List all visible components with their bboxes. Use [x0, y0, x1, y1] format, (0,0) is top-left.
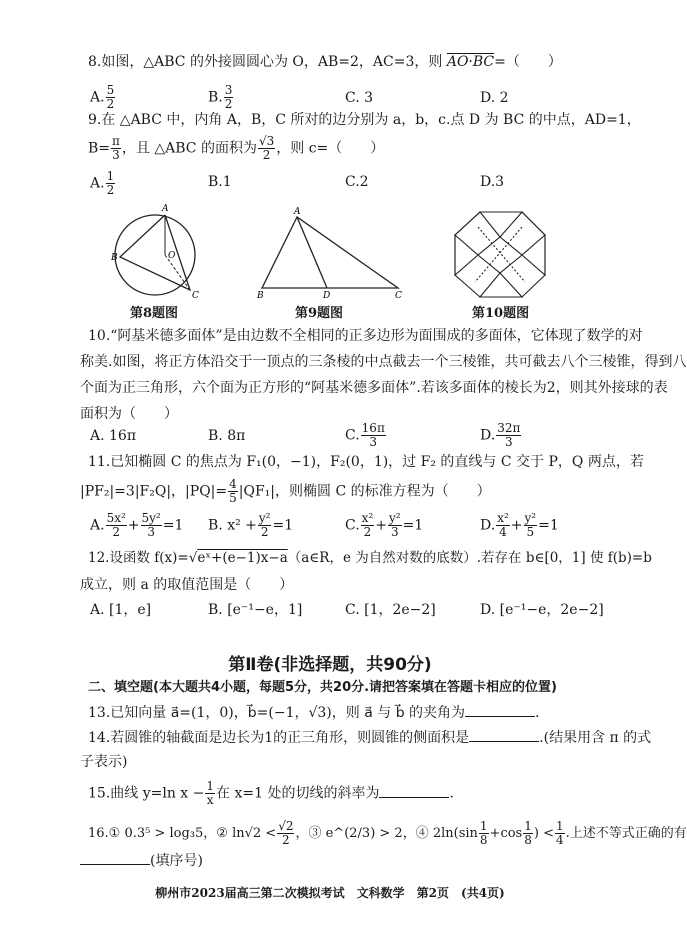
svg-text:O: O [168, 251, 176, 261]
svg-text:C: C [395, 291, 402, 301]
question-16: 16.① 0.3⁵ > log₃5，② ln√2 < $\frac{√2}{2}$ ，③ e^(2/3) > 2，④ 2ln(sin $\frac{1}{8}$ +cos $\frac{1}{8}$ ) < $\frac{1}{4}$ .上述不等式正确的有 [88, 819, 687, 847]
question-15: 15.曲线 y=ln x − $\frac{1}{x}$ 在 x=1 处的切线的斜率为 . [88, 779, 454, 807]
figure-9 [255, 205, 410, 300]
option-c: C.2 [345, 174, 369, 190]
option-d: D.3 [480, 174, 505, 190]
svg-text:B: B [111, 253, 118, 263]
option-a: A. $\frac{1}{2}$ [90, 169, 115, 197]
svg-text:C: C [192, 291, 199, 301]
section-instructions: 二、填空题(本大题共4小题，每题5分，共20分.请把答案填在答题卡相应的位置) [88, 680, 558, 695]
page-footer: 柳州市2023届高三第二次模拟考试 文科数学 第2页 (共4页) [155, 886, 505, 900]
option-c: C. 3 [345, 90, 374, 106]
figure-10-caption: 第10题图 [472, 306, 530, 321]
svg-text:D: D [323, 291, 331, 301]
option-d: D. 2 [480, 90, 509, 106]
question-13: 13.已知向量 a⃗=(1，0)，b⃗=(−1，√3)，则 a⃗ 与 b⃗ 的夹角为 . [88, 702, 540, 723]
section-title: 第Ⅱ卷(非选择题，共90分) [228, 655, 432, 675]
svg-text:A: A [162, 204, 169, 214]
figure-8-caption: 第8题图 [130, 306, 179, 321]
figure-9-caption: 第9题图 [295, 306, 344, 321]
svg-text:B: B [257, 291, 264, 301]
option-a: A. $\frac{5}{2}$ [90, 83, 115, 111]
figure-8 [100, 200, 210, 300]
svg-text:A: A [294, 207, 301, 217]
figure-10-polyhedron [450, 207, 550, 302]
question-14: 14.若圆锥的轴截面是边长为1的正三角形，则圆锥的侧面积是 .(结果用含 π 的式 [88, 727, 651, 748]
option-b: B.1 [208, 174, 232, 190]
option-b: B. $\frac{3}{2}$ [208, 83, 233, 111]
